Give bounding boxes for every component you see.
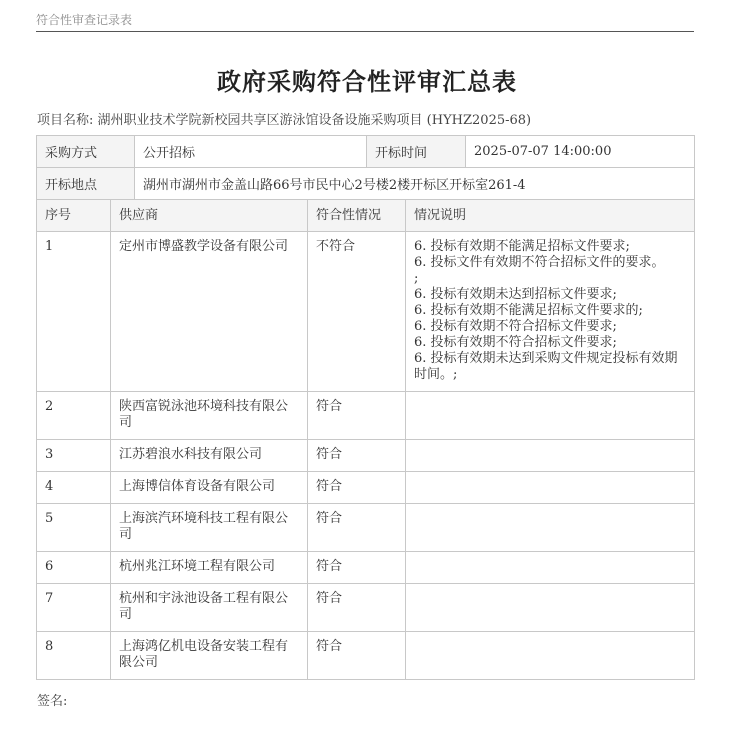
info-row-method xyxy=(37,136,695,168)
location-value: 湖州市湖州市金盖山路66号市民中心2号楼2楼开标区开标室261-4 xyxy=(135,168,695,200)
row-notes xyxy=(406,392,695,440)
time-label: 开标时间 xyxy=(367,136,466,168)
row-no: 7 xyxy=(37,584,111,632)
table-row xyxy=(37,440,695,472)
project-label: 项目名称: xyxy=(37,113,94,128)
procurement-info-table xyxy=(36,135,695,200)
row-supplier: 上海博信体育设备有限公司 xyxy=(111,472,308,504)
method-label: 采购方式 xyxy=(37,136,135,168)
header-no: 序号 xyxy=(37,200,111,232)
row-supplier: 陕西富锐泳池环境科技有限公司 xyxy=(111,392,308,440)
note-line: 6. 投标有效期不能满足招标文件要求的; xyxy=(414,303,643,318)
row-notes xyxy=(406,232,695,392)
row-supplier: 杭州兆江环境工程有限公司 xyxy=(111,552,308,584)
row-notes xyxy=(406,632,695,680)
header-status: 符合性情况 xyxy=(308,200,406,232)
page-header xyxy=(36,12,694,32)
row-supplier: 上海鸿亿机电设备安装工程有限公司 xyxy=(111,632,308,680)
table-row xyxy=(37,504,695,552)
row-status: 符合 xyxy=(308,584,406,632)
row-no: 1 xyxy=(37,232,111,392)
row-status: 符合 xyxy=(308,392,406,440)
table-row xyxy=(37,232,695,392)
note-line: 6. 投标有效期不符合招标文件要求; xyxy=(414,319,617,334)
row-notes xyxy=(406,504,695,552)
row-supplier: 上海滨汽环境科技工程有限公司 xyxy=(111,504,308,552)
note-line: 6. 投标有效期未达到招标文件要求; xyxy=(414,287,617,302)
location-label: 开标地点 xyxy=(37,168,135,200)
row-supplier: 定州市博盛教学设备有限公司 xyxy=(111,232,308,392)
table-row xyxy=(37,392,695,440)
note-line: ; xyxy=(414,271,419,286)
table-row xyxy=(37,472,695,504)
row-status: 符合 xyxy=(308,552,406,584)
table-header-row xyxy=(37,200,695,232)
row-notes xyxy=(406,472,695,504)
signature-label: 签名: xyxy=(37,694,68,709)
row-no: 4 xyxy=(37,472,111,504)
row-no: 6 xyxy=(37,552,111,584)
method-value: 公开招标 xyxy=(135,136,367,168)
row-notes xyxy=(406,552,695,584)
row-no: 5 xyxy=(37,504,111,552)
row-status: 不符合 xyxy=(308,232,406,392)
row-status: 符合 xyxy=(308,504,406,552)
note-line: 6. 投标有效期未达到采购文件规定投标有效期时间。; xyxy=(414,351,678,382)
compliance-table xyxy=(36,199,695,680)
info-row-location xyxy=(37,168,695,200)
row-no: 8 xyxy=(37,632,111,680)
row-supplier: 杭州和宇泳池设备工程有限公司 xyxy=(111,584,308,632)
table-row xyxy=(37,552,695,584)
table-row xyxy=(37,632,695,680)
row-status: 符合 xyxy=(308,472,406,504)
row-status: 符合 xyxy=(308,440,406,472)
time-value: 2025-07-07 14:00:00 xyxy=(466,136,695,168)
document-title: 政府采购符合性评审汇总表 xyxy=(217,67,517,96)
project-name: 湖州职业技术学院新校园共享区游泳馆设备设施采购项目 (HYHZ2025-68) xyxy=(97,113,532,128)
row-status: 符合 xyxy=(308,632,406,680)
note-line: 6. 投标有效期不符合招标文件要求; xyxy=(414,335,617,350)
header-notes: 情况说明 xyxy=(406,200,695,232)
row-notes xyxy=(406,584,695,632)
row-supplier: 江苏碧浪水科技有限公司 xyxy=(111,440,308,472)
row-notes xyxy=(406,440,695,472)
table-row xyxy=(37,584,695,632)
note-line: 6. 投标文件有效期不符合招标文件的要求。 xyxy=(414,255,665,270)
header-label: 符合性审查记录表 xyxy=(36,13,133,27)
row-no: 2 xyxy=(37,392,111,440)
note-line: 6. 投标有效期不能满足招标文件要求; xyxy=(414,239,630,254)
header-supplier: 供应商 xyxy=(111,200,308,232)
row-no: 3 xyxy=(37,440,111,472)
project-line xyxy=(37,109,697,128)
